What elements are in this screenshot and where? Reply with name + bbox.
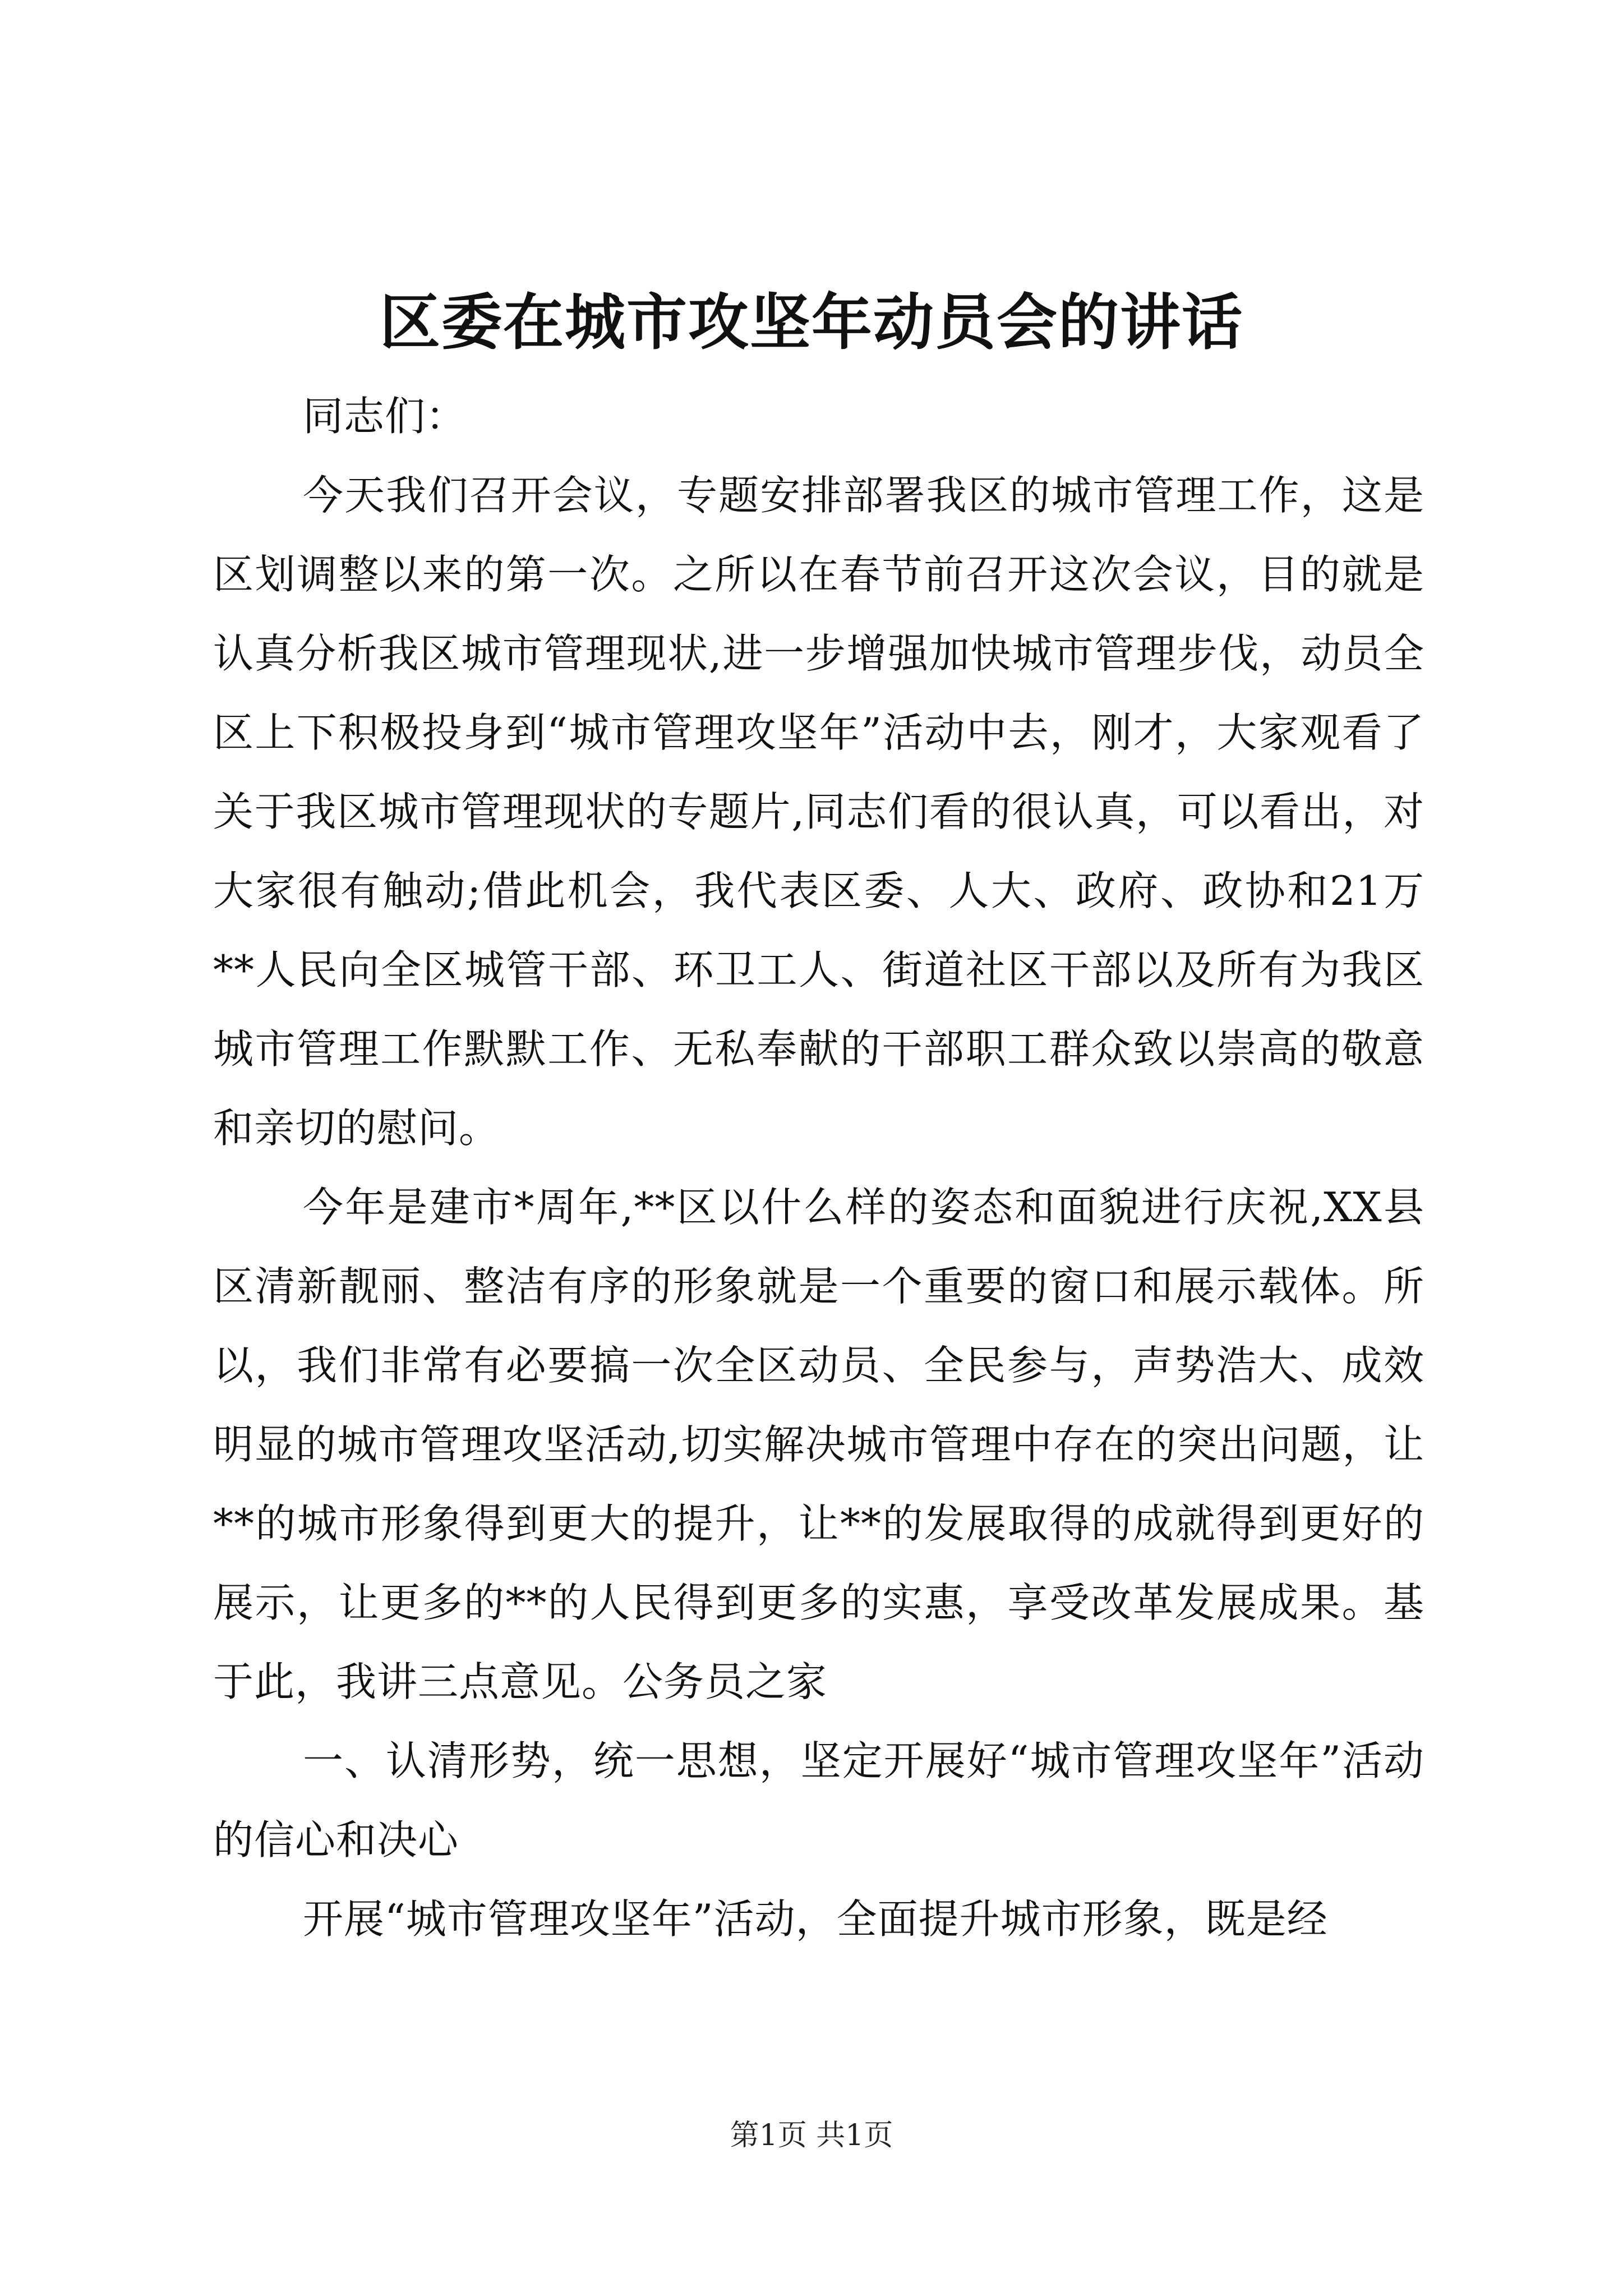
section-heading-1: 一、认清形势，统一思想，坚定开展好“城市管理攻坚年”活动的信心和决心 [213, 1737, 1424, 1864]
greeting: 同志们： [303, 393, 467, 440]
paragraph-2: 今年是建市*周年,**区以什么样的姿态和面貌进行庆祝,XX县区清新靓丽、整洁有序的形象就是一个重要的窗口和展示载体。所以，我们非常有必要搞一次全区动员、全民参与，声势浩大、成效明显的城市管理攻坚活动,切实解决城市管理中存在的突出问题，让**的城市形象得到更大的提升，让**的发展取得的成就得到更好的展示，让更多的**的人民得到更多的实惠，享受改革发展成果。基于此，我讲三点意见。公务员之家 [213, 1184, 1424, 1705]
document-title: 区委在城市攻坚年动员会的讲话 [379, 287, 1243, 358]
page-number-footer: 第1页 共1页 [730, 2119, 893, 2152]
paragraph-3: 开展“城市管理攻坚年”活动，全面提升城市形象，既是经 [303, 1895, 1328, 1943]
document-body [213, 377, 1424, 1959]
paragraph-1: 今天我们召开会议，专题安排部署我区的城市管理工作，这是区划调整以来的第一次。之所以在春节前召开这次会议，目的就是认真分析我区城市管理现状,进一步增强加快城市管理步伐，动员全区上下积极投身到“城市管理攻坚年”活动中去，刚才，大家观看了关于我区城市管理现状的专题片,同志们看的很认真，可以看出，对大家很有触动;借此机会，我代表区委、人大、政府、政协和21万**人民向全区城管干部、环卫工人、街道社区干部以及所有为我区城市管理工作默默工作、无私奉献的干部职工群众致以崇高的敬意和亲切的慰问。 [213, 472, 1424, 1152]
